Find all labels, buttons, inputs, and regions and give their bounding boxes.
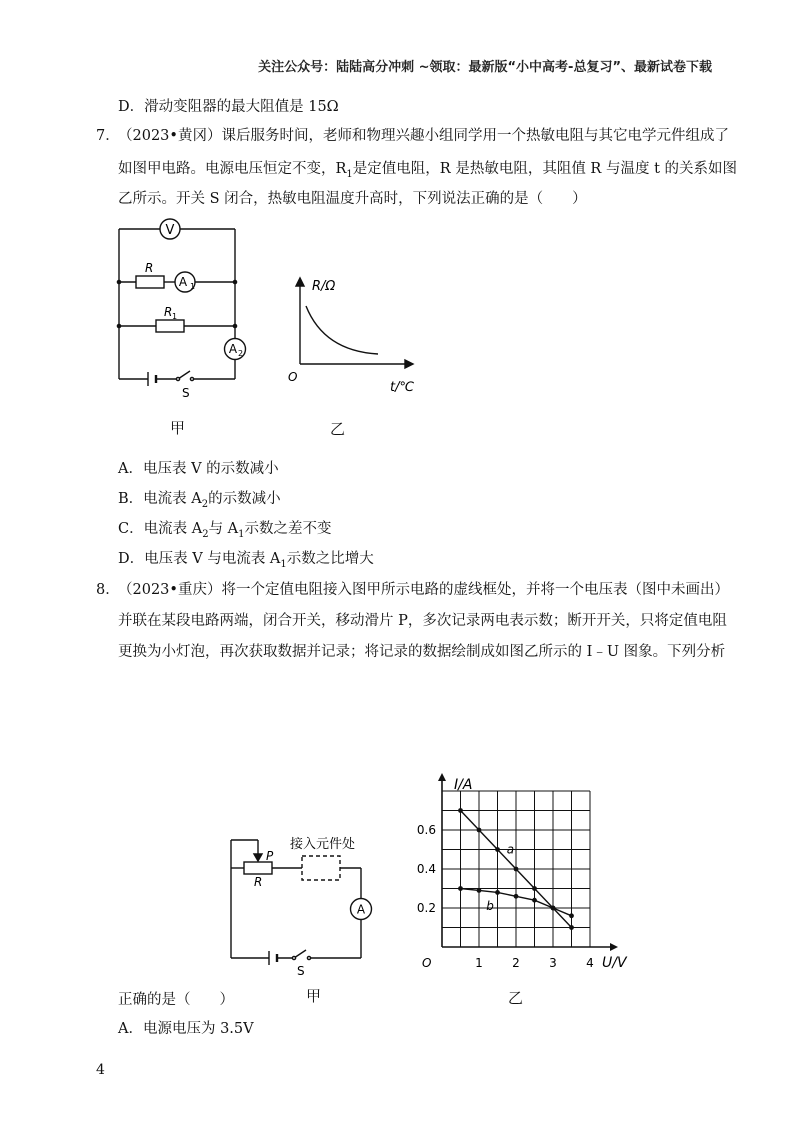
x-axis-arrow bbox=[610, 943, 618, 951]
q7-option-c-sub: 2 bbox=[202, 528, 209, 540]
q7-resistor-r1 bbox=[156, 320, 184, 332]
q7-option-a: A．电压表 V 的示数减小 bbox=[118, 461, 279, 477]
y-tick-label: 0.6 bbox=[416, 823, 436, 837]
q8-slider-label: P bbox=[266, 849, 274, 863]
series-point-a bbox=[495, 847, 500, 852]
q7-option-c-sub2: 1 bbox=[238, 528, 245, 540]
page-number: 4 bbox=[96, 1062, 105, 1078]
q7-line-2-rest: 是定值电阻，R 是热敏电阻，其阻值 R 与温度 t 的关系如图 bbox=[352, 161, 738, 177]
q8-line-3: 更换为小灯泡，再次获取数据并记录；将记录的数据绘制成如图乙所示的 I﹣U 图象。下列分析 bbox=[118, 644, 726, 660]
q7-graph-curve bbox=[306, 306, 378, 354]
prev-option-d: D．滑动变阻器的最大阻值是 15Ω bbox=[118, 99, 339, 115]
chart-xlabel: U/V bbox=[602, 955, 627, 971]
q8-circuit-caption: 甲 bbox=[306, 987, 322, 1005]
series-point-b bbox=[477, 888, 482, 893]
series-point-a bbox=[514, 867, 519, 872]
q7-option-d-pre: D．电压表 V 与电流表 A bbox=[118, 551, 281, 567]
q7-line-2 bbox=[118, 159, 737, 185]
series-point-b bbox=[551, 906, 556, 911]
q8-iu-chart bbox=[412, 775, 627, 975]
q8-line-4: 正确的是（ ） bbox=[118, 992, 234, 1008]
q7-graph-ylabel: R/Ω bbox=[312, 279, 336, 294]
q8-slider-arrow bbox=[254, 854, 262, 861]
q7-option-b-sub: 2 bbox=[201, 498, 209, 510]
q8-rheostat bbox=[244, 862, 272, 874]
x-tick-label: 2 bbox=[512, 956, 520, 970]
x-tick-label: 4 bbox=[586, 956, 594, 970]
series-point-a bbox=[532, 886, 537, 891]
x-tick-label: 1 bbox=[475, 956, 483, 970]
q7-line-3: 乙所示。开关 S 闭合，热敏电阻温度升高时，下列说法正确的是（ ） bbox=[118, 191, 587, 207]
q7-circuit-diagram bbox=[110, 215, 250, 400]
q7-option-c-pre: C．电流表 A bbox=[118, 521, 203, 537]
q7-graph-origin: O bbox=[288, 370, 298, 384]
q7-number: 7． bbox=[96, 128, 120, 144]
q7-option-c-post: 示数之差不变 bbox=[244, 521, 332, 537]
series-point-a bbox=[458, 808, 463, 813]
q8-circuit-diagram bbox=[222, 828, 382, 978]
q7-a1-label: A bbox=[178, 275, 188, 289]
q8-ammeter-label: A bbox=[356, 902, 366, 917]
q8-rheostat-label: R bbox=[254, 875, 263, 889]
chart-origin: O bbox=[422, 956, 432, 970]
q7-graph-caption: 乙 bbox=[330, 420, 346, 438]
q7-r-label: R bbox=[145, 261, 154, 275]
q7-option-d-sub: 1 bbox=[280, 558, 287, 570]
q7-switch-label: S bbox=[182, 386, 190, 400]
y-tick-label: 0.2 bbox=[416, 901, 436, 915]
series-point-a bbox=[477, 828, 482, 833]
q8-chart-caption: 乙 bbox=[508, 989, 524, 1007]
q7-option-d bbox=[118, 549, 374, 575]
q7-a1-sub: 1 bbox=[190, 282, 196, 291]
x-tick-label: 3 bbox=[549, 956, 557, 970]
q8-line-2: 并联在某段电路两端，闭合开关，移动滑片 P，多次记录两电表示数；断开开关，只将定值电阻 bbox=[118, 613, 727, 629]
q7-resistor-r bbox=[136, 276, 164, 288]
y-tick-label: 0.4 bbox=[416, 862, 436, 876]
q7-line-2-start: 如图甲电路。电源电压恒定不变，R bbox=[118, 161, 347, 177]
q8-switch-label: S bbox=[297, 964, 305, 978]
q7-option-b-pre: B．电流表 A bbox=[118, 491, 202, 507]
chart-ylabel: I/A bbox=[454, 777, 473, 793]
q7-line-2-sub: 1 bbox=[346, 168, 353, 180]
q8-number: 8． bbox=[96, 582, 120, 598]
series-label-a: a bbox=[506, 842, 515, 857]
q7-option-b-post: 的示数减小 bbox=[208, 491, 281, 507]
q8-element-box-label: 接入元件处 bbox=[290, 837, 356, 852]
series-point-b bbox=[569, 913, 574, 918]
q7-rt-graph bbox=[282, 268, 422, 398]
series-point-b bbox=[514, 894, 519, 899]
q7-option-c bbox=[118, 519, 332, 545]
q8-line-1: （2023•重庆）将一个定值电阻接入图甲所示电路的虚线框处，并将一个电压表（图中未画出） bbox=[118, 582, 729, 598]
q7-option-b bbox=[118, 489, 281, 515]
y-axis-arrow bbox=[438, 773, 446, 781]
q7-circuit-caption: 甲 bbox=[170, 419, 186, 437]
q7-option-c-mid: 与 A bbox=[208, 521, 239, 537]
series-point-b bbox=[495, 890, 500, 895]
series-point-b bbox=[458, 886, 463, 891]
page-header: 关注公众号：陆陆高分冲刺 ~领取：最新版“小中高考-总复习”、最新试卷下载 bbox=[258, 60, 712, 75]
q8-element-box bbox=[302, 856, 340, 880]
q7-graph-xlabel: t/℃ bbox=[390, 380, 415, 395]
q7-option-d-post: 示数之比增大 bbox=[286, 551, 374, 567]
series-point-a bbox=[569, 925, 574, 930]
q8-option-a: A．电源电压为 3.5V bbox=[118, 1021, 254, 1037]
q7-a2-label: A bbox=[228, 342, 238, 356]
q7-line-1: （2023•黄冈）课后服务时间，老师和物理兴趣小组同学用一个热敏电阻与其它电学元件组成了 bbox=[118, 128, 729, 144]
q7-r1-label: R bbox=[164, 305, 173, 319]
series-label-b: b bbox=[486, 899, 494, 913]
series-point-b bbox=[532, 898, 537, 903]
q7-r1-sub: 1 bbox=[172, 312, 178, 321]
q7-voltmeter-label: V bbox=[165, 223, 175, 238]
q7-a2-sub: 2 bbox=[238, 349, 244, 358]
